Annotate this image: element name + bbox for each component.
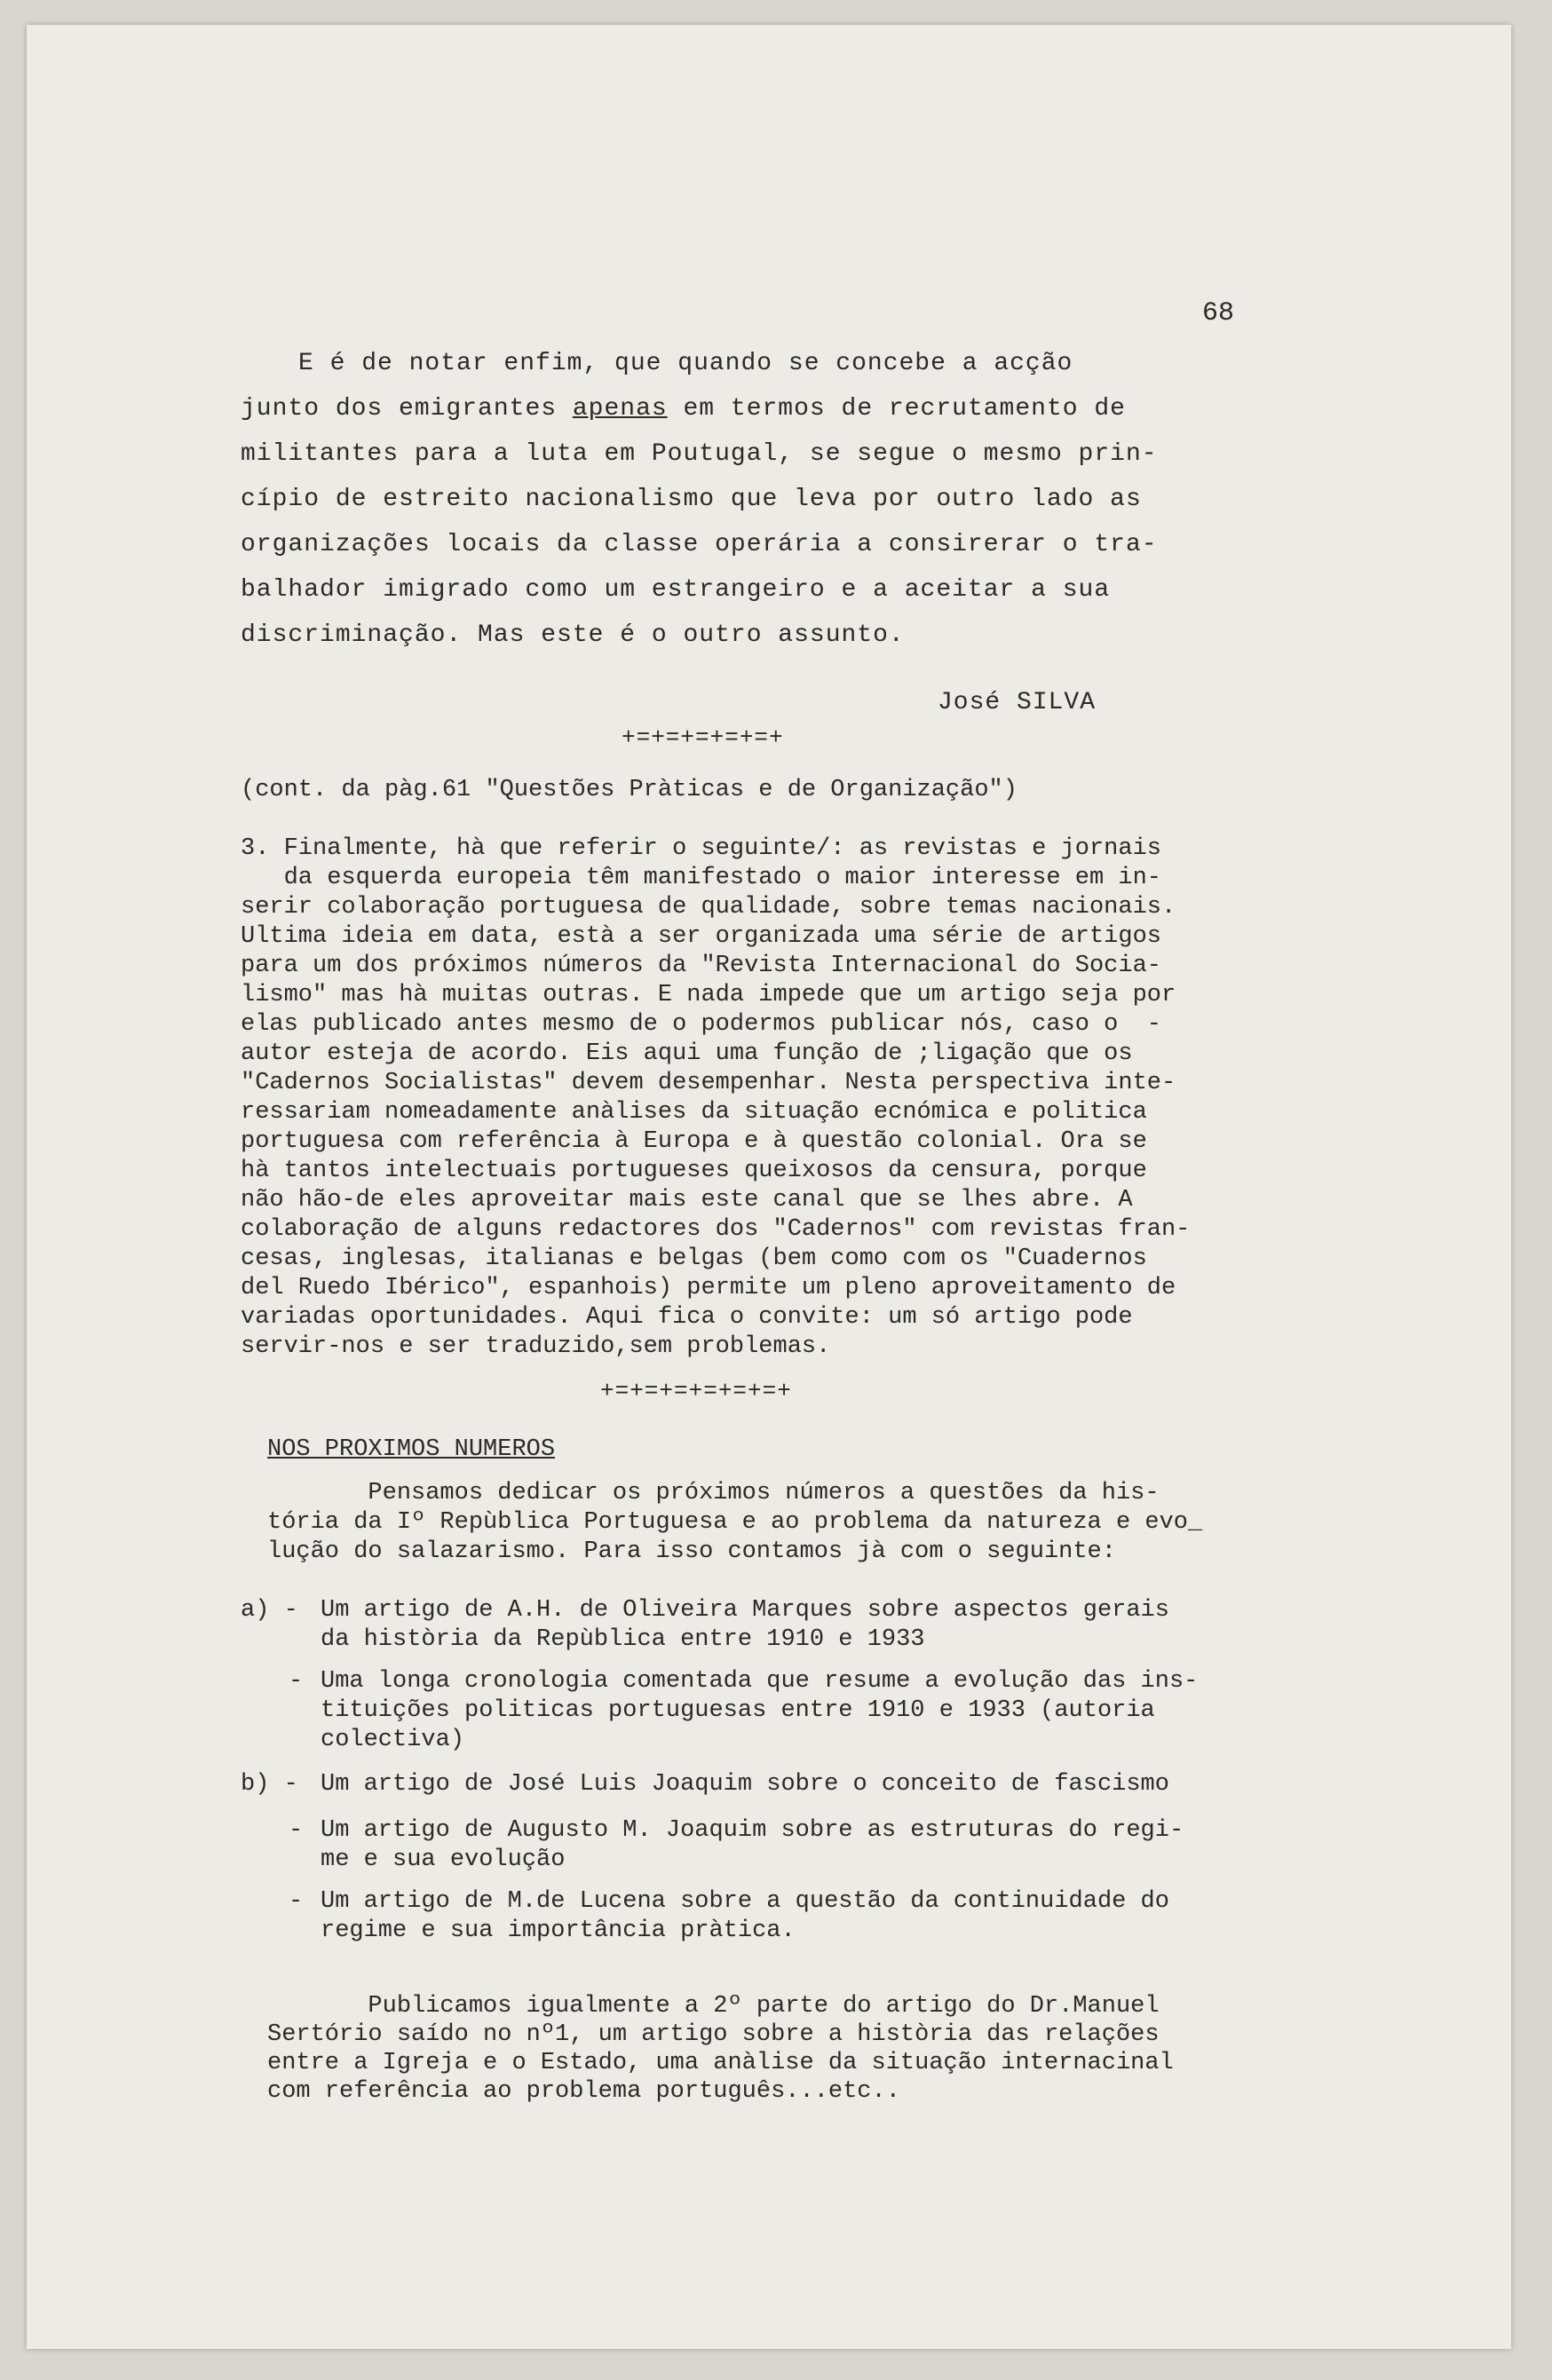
list-item [321,1596,1169,1655]
intro-line: discriminação. Mas este é o outro assunto. [241,621,905,649]
paragraph-line: servir-nos e ser traduzido,sem problemas. [241,1333,831,1360]
section-heading: NOS PROXIMOS NUMEROS [267,1436,556,1463]
list-item [321,1816,1184,1875]
list-item-line: Um artigo de José Luis Joaquim sobre o conceito de fascismo [321,1771,1169,1798]
list-item [321,1770,1169,1799]
list-dash: - [289,1668,304,1695]
paragraph-line: serir colaboração portuguesa de qualidade, sobre temas nacionais. [241,894,1176,921]
page-number: 68 [1202,298,1235,328]
list-dash: - [289,1817,304,1844]
list-item-line: Um artigo de A.H. de Oliveira Marques sobre aspectos gerais [321,1597,1169,1624]
list-item-line: Uma longa cronologia comentada que resume a evolução das ins- [321,1668,1199,1695]
paragraph-line: Sertório saído no nº1, um artigo sobre a història das relações [267,2021,1160,2048]
intro-line: E é de notar enfim, que quando se concebe a acção [298,350,1073,377]
intro-paragraph-body [241,386,1158,658]
continuation-note: (cont. da pàg.61 "Questões Pràticas e de Organização") [241,777,1018,803]
list-item [321,1887,1169,1946]
intro-line: organizações locais da classe operária a consirerar o tra- [241,531,1158,558]
paragraph-line: ressariam nomeadamente anàlises da situação ecnómica e politica [241,1099,1147,1126]
paragraph-line: cesas, inglesas, italianas e belgas (bem como com os "Cuadernos [241,1245,1147,1272]
closing-paragraph [267,1992,1174,2106]
list-item [321,1667,1198,1755]
paragraph-line: não hão-de eles aproveitar mais este canal que se lhes abre. A [241,1187,1133,1214]
item-3-paragraph [241,834,1190,1362]
list-item-line: Um artigo de Augusto M. Joaquim sobre as estruturas do regi- [321,1817,1184,1844]
paragraph-line: Publicamos igualmente a 2º parte do artigo do Dr.Manuel [267,1993,1160,2020]
list-item-line: colectiva) [321,1727,465,1753]
paragraph-line: lução do salazarismo. Para isso contamos jà com o seguinte: [267,1538,1116,1565]
paragraph-line: lismo" mas hà muitas outras. E nada impede que um artigo seja por [241,982,1176,1008]
intro-line: militantes para a luta em Poutugal, se segue o mesmo prin- [241,440,1158,468]
list-item-line: Um artigo de M.de Lucena sobre a questão da continuidade do [321,1888,1169,1915]
paragraph-line: para um dos próximos números da "Revista Internacional do Socia- [241,953,1161,979]
paragraph-line: entre a Igreja e o Estado, uma anàlise da situação internacinal [267,2050,1174,2076]
paragraph-line: colaboração de alguns redactores dos "Cadernos" com revistas fran- [241,1216,1191,1243]
paragraph-line: Ultima ideia em data, està a ser organizada uma série de artigos [241,923,1161,950]
emphasized-word: apenas [572,395,668,423]
paragraph-line: tória da Iº Repùblica Portuguesa e ao problema da natureza e evo_ [267,1509,1203,1536]
paragraph-line: elas publicado antes mesmo de o podermos publicar nós, caso o - [241,1011,1161,1038]
separator: +=+=+=+=+=+=+ [600,1378,792,1404]
paragraph-line: "Cadernos Socialistas" devem desempenhar. Nesta perspectiva inte- [241,1070,1176,1096]
separator: +=+=+=+=+=+ [622,724,784,751]
list-item-line: me e sua evolução [321,1846,566,1873]
paragraph-line: del Ruedo Ibérico", espanhois) permite um pleno aproveitamento de [241,1275,1176,1301]
paragraph-line: hà tantos intelectuais portugueses queixosos da censura, porque [241,1158,1147,1184]
intro-line: balhador imigrado como um estrangeiro e a aceitar a sua [241,576,1111,604]
paragraph-line: com referência ao problema português...etc.. [267,2078,900,2105]
section-intro-paragraph [267,1479,1202,1567]
paragraph-line: 3. Finalmente, hà que referir o seguinte/: as revistas e jornais [241,835,1161,862]
paragraph-line: variadas oportunidades. Aqui fica o convite: um só artigo pode [241,1304,1133,1331]
list-item-line: tituições politicas portuguesas entre 1910 e 1933 (autoria [321,1697,1155,1724]
list-item-line: regime e sua importância pràtica. [321,1917,796,1944]
list-item-line: da història da Repùblica entre 1910 e 1933 [321,1626,925,1653]
paragraph-line: autor esteja de acordo. Eis aqui uma função de ;ligação que os [241,1040,1133,1067]
list-marker-a: a) - [241,1597,298,1624]
paragraph-line: Pensamos dedicar os próximos números a questões da his- [267,1480,1160,1506]
document-page [27,25,1511,2349]
intro-paragraph [298,341,1073,386]
paragraph-line: portuguesa com referência à Europa e à questão colonial. Ora se [241,1128,1147,1155]
author-signature: José SILVA [938,689,1097,716]
list-dash: - [289,1888,304,1915]
paragraph-line: da esquerda europeia têm manifestado o maior interesse em in- [241,865,1161,891]
list-marker-b: b) - [241,1771,298,1798]
intro-line: junto dos emigrantes apenas em termos de recrutamento de [241,395,1126,423]
intro-line: cípio de estreito nacionalismo que leva por outro lado as [241,486,1142,513]
